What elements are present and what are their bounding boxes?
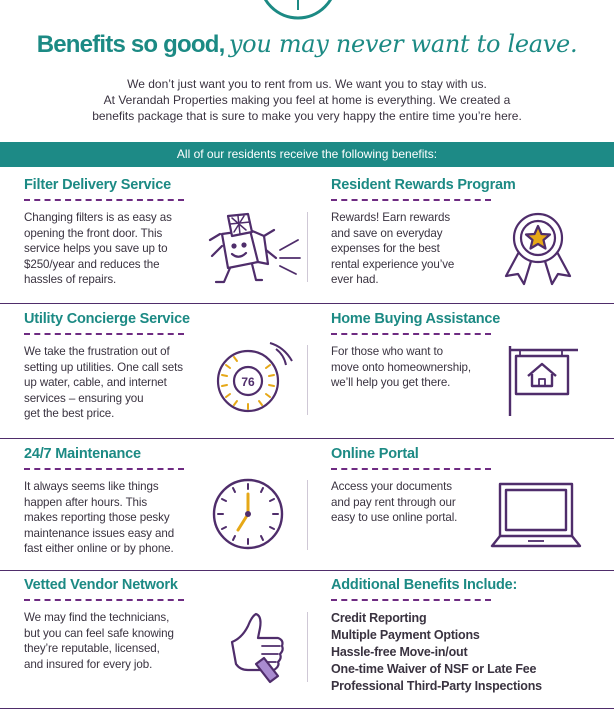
dashed-divider: [331, 599, 491, 601]
row-divider: [0, 303, 614, 304]
benefit-home-buying: [331, 311, 531, 391]
laptop-icon: [490, 480, 582, 552]
column-divider: [307, 612, 308, 682]
benefit-description: We may find the technicians, but you can feel safe knowing they’re reputable, licensed, and insured for every job.: [24, 611, 174, 671]
award-ribbon-icon: [500, 208, 576, 288]
thermostat-icon: [212, 335, 296, 419]
footer-logo-icon: [522, 708, 602, 720]
list-item: Professional Third-Party Inspections: [331, 679, 542, 693]
benefit-filter-delivery: [24, 177, 204, 288]
intro-line: At Verandah Properties making you feel at home is everything. We created a: [103, 93, 511, 107]
additional-benefits-list: [331, 610, 601, 695]
benefit-description: It always seems like things happen after hours. This makes reporting those pesky maintenance issues easy and fast either online or by phone.: [24, 480, 175, 555]
headline-bold: Benefits so good,: [36, 31, 225, 58]
list-item: Multiple Payment Options: [331, 628, 480, 642]
benefit-description: Rewards! Earn rewards and save on everyday expenses for the best rental experience you’ve ever had.: [331, 211, 455, 286]
box-character-icon: [206, 210, 302, 286]
benefit-title: 24/7 Maintenance: [24, 446, 141, 462]
benefit-title: Utility Concierge Service: [24, 311, 190, 327]
dashed-divider: [24, 468, 184, 470]
column-divider: [307, 212, 308, 282]
intro-line: benefits package that is sure to make you very happy the entire time you’re here.: [92, 109, 522, 123]
benefit-title: Online Portal: [331, 446, 419, 462]
row-divider: [0, 570, 614, 571]
thumbs-up-icon: [218, 608, 294, 686]
dashed-divider: [331, 199, 491, 201]
column-divider: [307, 480, 308, 550]
list-item: One-time Waiver of NSF or Late Fee: [331, 662, 537, 676]
svg-text:76: 76: [241, 375, 255, 389]
dashed-divider: [24, 199, 184, 201]
column-divider: [307, 345, 308, 415]
benefit-description: Access your documents and pay rent through our easy to use online portal.: [331, 480, 458, 524]
benefit-title: Vetted Vendor Network: [24, 577, 178, 593]
clock-icon: [210, 476, 286, 552]
dashed-divider: [331, 468, 491, 470]
logo-emblem-icon: [258, 0, 338, 20]
row-divider: [0, 438, 614, 439]
benefit-vetted-vendor: [24, 577, 214, 672]
benefit-utility-concierge: [24, 311, 214, 422]
dashed-divider: [24, 599, 184, 601]
benefit-maintenance: [24, 446, 214, 557]
benefit-additional: [331, 577, 601, 695]
benefit-title: Resident Rewards Program: [331, 177, 516, 193]
headline-script: you may never want to leave.: [228, 30, 578, 58]
benefit-title: Additional Benefits Include:: [331, 577, 518, 593]
list-item: Hassle-free Move-in/out: [331, 645, 468, 659]
intro-text: [40, 76, 574, 124]
benefit-title: Home Buying Assistance: [331, 311, 501, 327]
benefit-description: For those who want to move onto homeownership, we’ll help you get there.: [331, 345, 472, 389]
benefit-description: Changing filters is as easy as opening the front door. This service helps you save up to $250/year and reduces the hassles of repairs.: [24, 211, 172, 286]
benefits-banner: All of our residents receive the following benefits:: [0, 142, 614, 167]
benefit-title: Filter Delivery Service: [24, 177, 171, 193]
dashed-divider: [331, 333, 491, 335]
benefit-description: We take the frustration out of setting up utilities. One call sets up water, cable, and internet services – ensuring you get the best price.: [24, 345, 183, 420]
dashed-divider: [24, 333, 184, 335]
house-sign-icon: [502, 342, 582, 418]
list-item: Credit Reporting: [331, 611, 427, 625]
page-headline: [0, 30, 614, 59]
intro-line: We don’t just want you to rent from us. We want you to stay with us.: [127, 77, 487, 91]
